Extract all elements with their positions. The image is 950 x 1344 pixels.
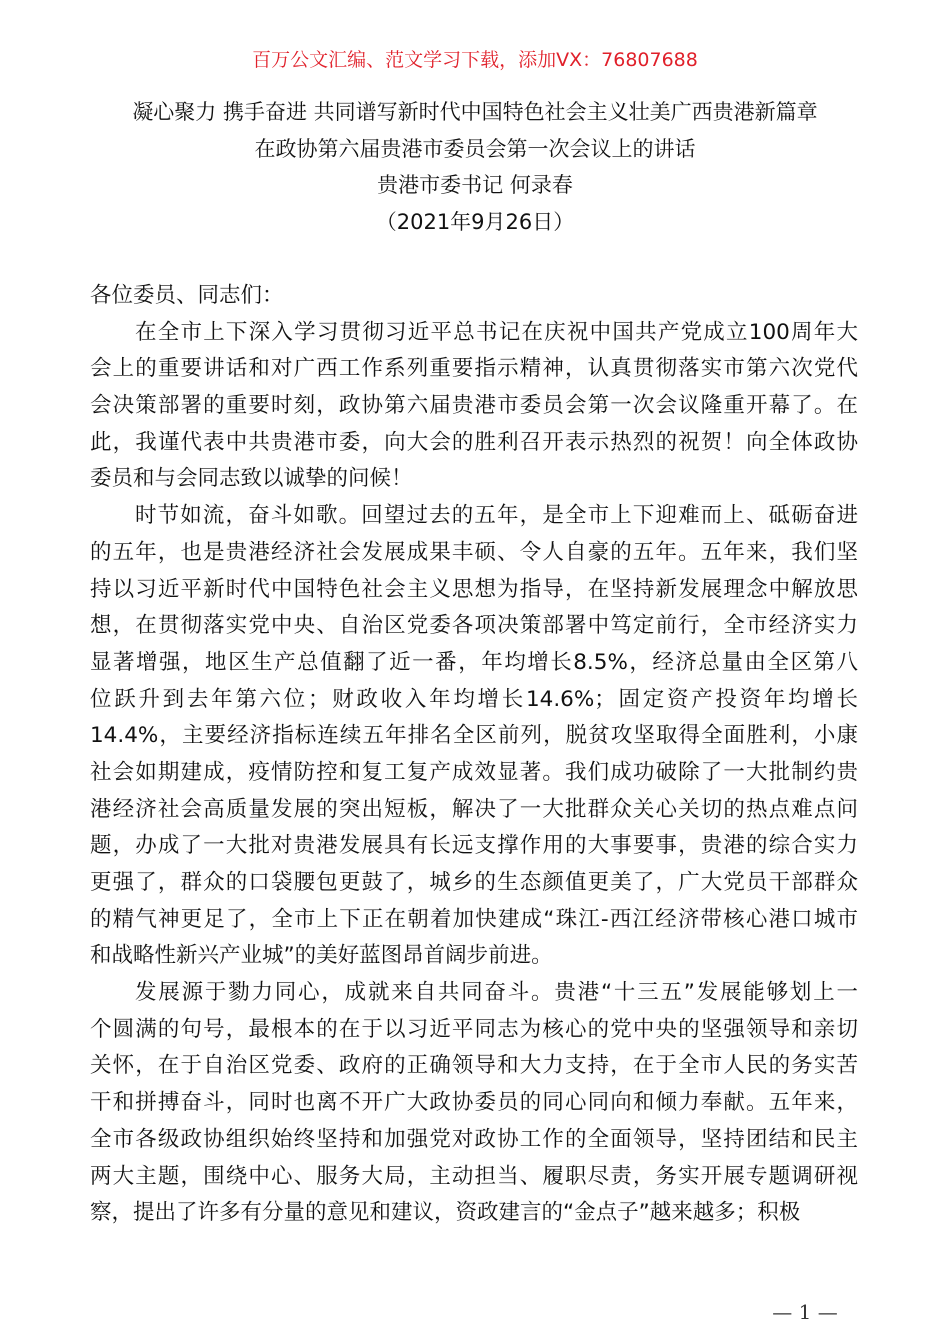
paragraph-line: 时节如流，奋斗如歌。回望过去的五年，是全市上下迎难而上、砥砺奋进 (135, 503, 858, 529)
paragraph-line: 会决策部署的重要时刻，政协第六届贵港市委员会第一次会议隆重开幕了。在 (90, 393, 858, 419)
paragraph-line: 显著增强，地区生产总值翻了近一番，年均增长8.5%，经济总量由全区第八 (90, 649, 858, 675)
document-title: 凝心聚力 携手奋进 共同谱写新时代中国特色社会主义壮美广西贵港新篇章 (132, 100, 818, 124)
paragraph-line: 的精气神更足了，全市上下正在朝着加快建成“珠江-西江经济带核心港口城市 (90, 906, 858, 932)
document-subtitle: 在政协第六届贵港市委员会第一次会议上的讲话 (254, 136, 696, 161)
document-body (90, 278, 858, 1232)
paragraph-line: 干和拼搏奋斗，同时也离不开广大政协委员的同心同向和倾力奉献。五年来， (90, 1090, 858, 1116)
watermark-banner: 百万公文汇编、范文学习下载，添加VX：76807688 (252, 49, 698, 71)
document-author: 贵港市委书记 何录春 (377, 173, 573, 198)
paragraph-line: 和战略性新兴产业城”的美好蓝图昂首阔步前进。 (90, 943, 553, 969)
paragraph-line: 此，我谨代表中共贵港市委，向大会的胜利召开表示热烈的祝贺！向全体政协 (90, 429, 858, 455)
paragraph (90, 315, 858, 498)
document-date: （2021年9月26日） (375, 210, 575, 235)
paragraph-line: 位跃升到去年第六位；财政收入年均增长14.6%；固定资产投资年均增长 (90, 686, 858, 712)
paragraph-line: 两大主题，围绕中心、服务大局，主动担当、履职尽责，务实开展专题调研视 (90, 1163, 858, 1189)
paragraph-line: 想，在贯彻落实党中央、自治区党委各项决策部署中笃定前行，全市经济实力 (90, 613, 858, 639)
paragraph-line: 题，办成了一大批对贵港发展具有长远支撑作用的大事要事，贵港的综合实力 (90, 833, 858, 859)
paragraph-line: 察，提出了许多有分量的意见和建议，资政建言的“金点子”越来越多；积极 (90, 1200, 801, 1226)
paragraph-line: 发展源于勠力同心，成就来自共同奋斗。贵港“十三五”发展能够划上一 (135, 980, 858, 1006)
paragraph-line: 委员和与会同志致以诚挚的问候！ (90, 466, 413, 492)
paragraph-line: 会上的重要讲话和对广西工作系列重要指示精神，认真贯彻落实市第六次党代 (90, 356, 858, 382)
salutation: 各位委员、同志们： (90, 283, 284, 308)
paragraph-line: 全市各级政协组织始终坚持和加强党对政协工作的全面领导，坚持团结和民主 (90, 1126, 858, 1152)
paragraph-line: 的五年，也是贵港经济社会发展成果丰硕、令人自豪的五年。五年来，我们坚 (90, 539, 858, 565)
paragraph-line: 社会如期建成，疫情防控和复工复产成效显著。我们成功破除了一大批制约贵 (90, 759, 858, 785)
paragraph-line: 14.4%，主要经济指标连续五年排名全区前列，脱贫攻坚取得全面胜利，小康 (90, 723, 858, 749)
paragraph-line: 个圆满的句号，最根本的在于以习近平同志为核心的党中央的坚强领导和亲切 (90, 1016, 858, 1042)
paragraph-line: 在全市上下深入学习贯彻习近平总书记在庆祝中国共产党成立100周年大 (135, 319, 858, 345)
paragraph-line: 关怀，在于自治区党委、政府的正确领导和大力支持，在于全市人民的务实苦 (90, 1053, 858, 1079)
paragraph (90, 975, 858, 1232)
document-header (0, 94, 950, 241)
page-number: — 1 — (772, 1300, 838, 1324)
paragraph-line: 更强了，群众的口袋腰包更鼓了，城乡的生态颜值更美了，广大党员干部群众 (90, 870, 858, 895)
paragraph (90, 498, 858, 975)
paragraph-line: 持以习近平新时代中国特色社会主义思想为指导，在坚持新发展理念中解放思 (90, 576, 858, 602)
paragraph-line: 港经济社会高质量发展的突出短板，解决了一大批群众关心关切的热点难点问 (90, 796, 858, 822)
